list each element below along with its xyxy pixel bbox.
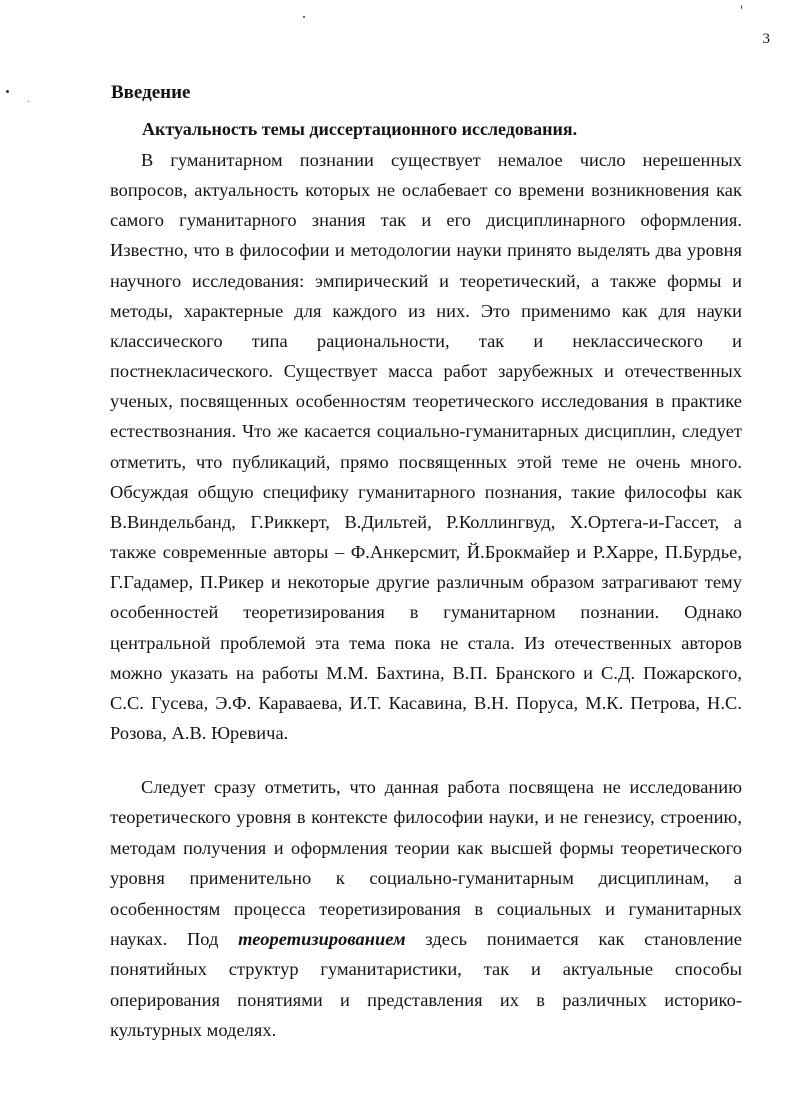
paragraph-scope-text-end: здесь понимается как становление понятийных структур гуманитаристики, так и актуальные способы оперирования понятиями и представления их в различных историко-культурных моделях. [110,929,742,1041]
section-heading: Введение [111,82,191,103]
paragraph-relevance: В гуманитарном познании существует немалое число нерешенных вопросов, актуальность которых не ослабевает со времени возникновения как самого гуманитарного знания так и его дисциплинарного оформления. Известно, что в философии и методологии науки принято выделять два уровня научного исследования: эмпирический и теоретический, а также формы и методы, характерные для каждого из них. Это применимо как для науки классического типа рациональности, так и неклассического и постнекласического. Существует масса работ зарубежных и отечественных ученых, посвященных особенностям теоретического исследования в практике естествознания. Что же касается социально-гуманитарных дисциплин, следует отметить, что публикаций, прямо посвященных этой теме не очень много. Обсуждая общую специфику гуманитарного познания, такие философы как В.Виндельбанд, Г.Риккерт, В.Дильтей, Р.Коллингвуд, Х.Ортега-и-Гассет, а также современные авторы – Ф.Анкерсмит, Й.Брокмайер и Р.Харре, П.Бурдье, Г.Гадамер, П.Рикер и некоторые другие различным образом затрагивают тему особенностей теоретизирования в гуманитарном познании. Однако центральной проблемой эта тема пока не стала. Из отечественных авторов можно указать на работы М.М. Бахтина, В.П. Бранского и С.Д. Пожарского, С.С. Гусева, Э.Ф. Караваева, И.Т. Касавина, В.Н. Поруса, М.К. Петрова, Н.С. Розова, А.В. Юревича. [110,150,742,743]
scan-speck [303,16,305,18]
scan-speck [741,5,742,9]
paragraph-scope [110,772,742,1046]
emphasized-term: теоретизированием [238,929,406,950]
subsection-heading: Актуальность темы диссертационного исследования. [142,119,578,139]
scan-speck [28,101,29,102]
scan-speck [6,90,9,93]
paragraph-scope-text-start: Следует сразу отметить, что данная работа посвящена не исследованию теоретического уровня в контексте философии науки, и не генезису, строению, методам получения и оформления теории как высшей формы теоретического уровня применительно к социально-гуманитарным дисциплинам, а особенностям процесса теоретизирования в социальных и гуманитарных науках. Под [110,777,742,950]
page-number: 3 [762,31,770,47]
